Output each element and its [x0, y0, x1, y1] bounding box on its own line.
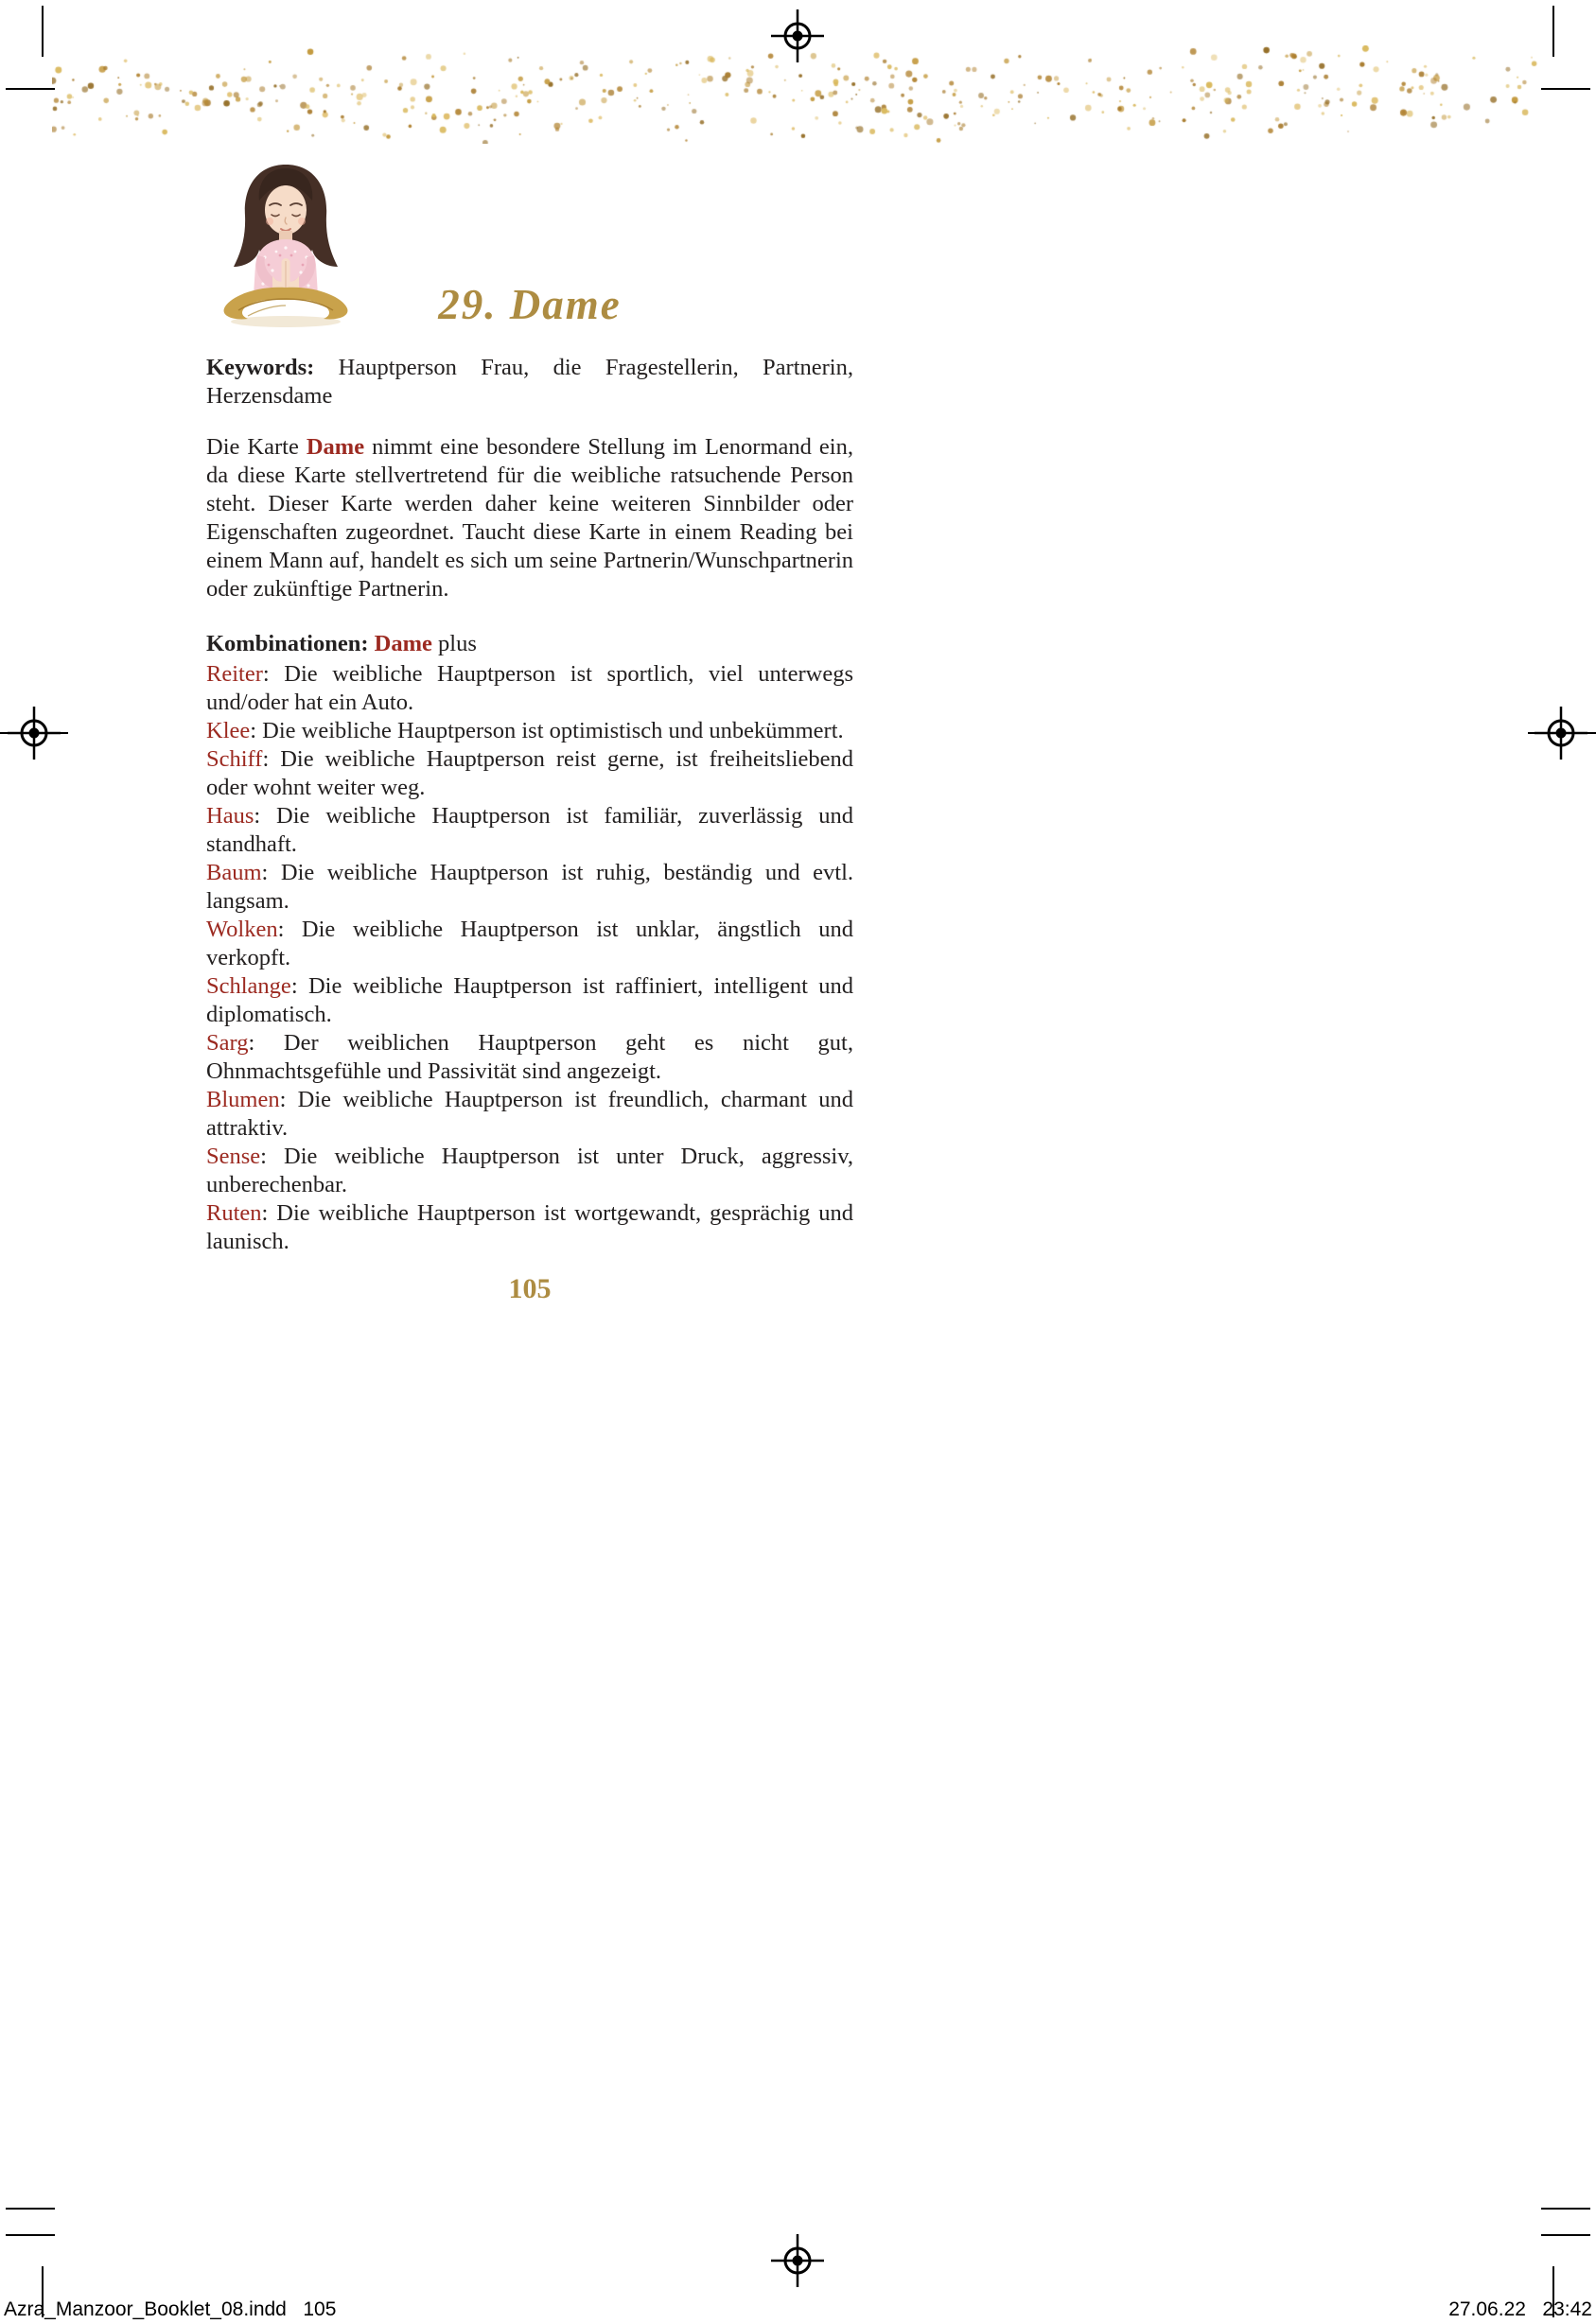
combination-item — [206, 802, 853, 859]
kombinationen-suffix: plus — [431, 631, 477, 656]
crop-mark-top-left-v — [42, 6, 44, 57]
keywords-paragraph — [206, 354, 853, 411]
chapter-title: 29. Dame — [438, 281, 622, 328]
combination-item — [206, 1086, 853, 1143]
combination-item — [206, 1199, 853, 1256]
intro-paragraph — [206, 433, 853, 603]
kombinationen-label: Kombinationen: — [206, 631, 375, 656]
crop-mark-bottom-left-h1 — [6, 2208, 55, 2210]
combo-card-name: Baum — [206, 860, 262, 885]
combo-text: : Die weibliche Hauptperson ist ruhig, beständig und evtl. langsam. — [206, 860, 853, 914]
crop-mark-top-left-h — [6, 88, 55, 90]
crop-mark-top-right-v — [1552, 6, 1554, 57]
combo-card-name: Sense — [206, 1144, 261, 1169]
crop-mark-bottom-right-h1 — [1541, 2208, 1590, 2210]
intro-text-before: Die Karte — [206, 434, 307, 460]
footer-file-info: Azra_Manzoor_Booklet_08.indd 105 — [4, 2298, 337, 2320]
combo-text: : Die weibliche Hauptperson ist freundlich, charmant und attraktiv. — [206, 1087, 853, 1141]
crop-mark-bottom-left-h2 — [6, 2234, 55, 2236]
combo-card-name: Schiff — [206, 746, 263, 772]
combo-card-name: Ruten — [206, 1200, 262, 1226]
combo-card-name: Wolken — [206, 917, 278, 942]
registration-mark-bottom — [771, 2234, 824, 2287]
registration-mark-right — [1535, 707, 1587, 760]
combo-text: : Die weibliche Hauptperson ist wortgewandt, gesprächig und launisch. — [206, 1200, 853, 1254]
registration-mark-left — [8, 707, 61, 760]
keywords-label: Keywords: — [206, 355, 339, 380]
combination-item — [206, 745, 853, 802]
page-number: 105 — [508, 1273, 552, 1304]
combo-card-name: Klee — [206, 718, 251, 743]
combo-text: : Die weibliche Hauptperson ist optimistisch und unbekümmert. — [250, 718, 844, 743]
combination-item — [206, 1029, 853, 1086]
combo-text: : Die weibliche Hauptperson ist unter Druck, aggressiv, unberechenbar. — [206, 1144, 853, 1197]
footer-timestamp: 27.06.22 23:42 — [1448, 2298, 1592, 2320]
keywords-text: Hauptperson Frau, die Fragestellerin, Partnerin, Herzensdame — [206, 355, 853, 409]
combo-card-name: Haus — [206, 803, 254, 829]
body-text-column — [206, 354, 853, 1256]
combo-text: : Die weibliche Hauptperson reist gerne, ist freiheitsliebend oder wohnt weiter weg. — [206, 746, 853, 800]
combo-card-name: Reiter — [206, 661, 263, 687]
combo-card-name: Blumen — [206, 1087, 280, 1112]
kombinationen-heading — [206, 630, 853, 658]
combination-item — [206, 859, 853, 916]
crop-mark-bottom-right-h2 — [1541, 2234, 1590, 2236]
combo-text: : Der weiblichen Hauptperson geht es nicht gut, Ohnmachtsgefühle und Passivität sind angezeigt. — [206, 1030, 853, 1084]
combination-item — [206, 916, 853, 972]
combination-item — [206, 1143, 853, 1199]
intro-text-after: nimmt eine besondere Stellung im Lenormand ein, da diese Karte stellvertretend für die weibliche ratsuchende Person steht. Dieser Karte werden daher keine weiteren Sinnbilder oder Eigenschaften zugeordnet. Taucht diese Karte in einem Reading bei einem Mann auf, handelt es sich um seine Partnerin/Wunschpartnerin oder zukünftige Partnerin. — [206, 434, 853, 602]
combo-card-name: Schlange — [206, 973, 291, 999]
combination-item — [206, 660, 853, 717]
combo-text: : Die weibliche Hauptperson ist familiär, zuverlässig und standhaft. — [206, 803, 853, 857]
combo-text: : Die weibliche Hauptperson ist unklar, ängstlich und verkopft. — [206, 917, 853, 970]
kombinationen-card-dame: Dame — [374, 631, 432, 656]
card-name-dame: Dame — [306, 434, 365, 460]
combo-card-name: Sarg — [206, 1030, 249, 1056]
combination-item — [206, 717, 853, 745]
combination-item — [206, 972, 853, 1029]
crop-mark-top-right-h — [1541, 88, 1590, 90]
combo-text: : Die weibliche Hauptperson ist sportlich, viel unterwegs und/oder hat ein Auto. — [206, 661, 853, 715]
glitter-band — [52, 45, 1544, 144]
combo-text: : Die weibliche Hauptperson ist raffiniert, intelligent und diplomatisch. — [206, 973, 853, 1027]
